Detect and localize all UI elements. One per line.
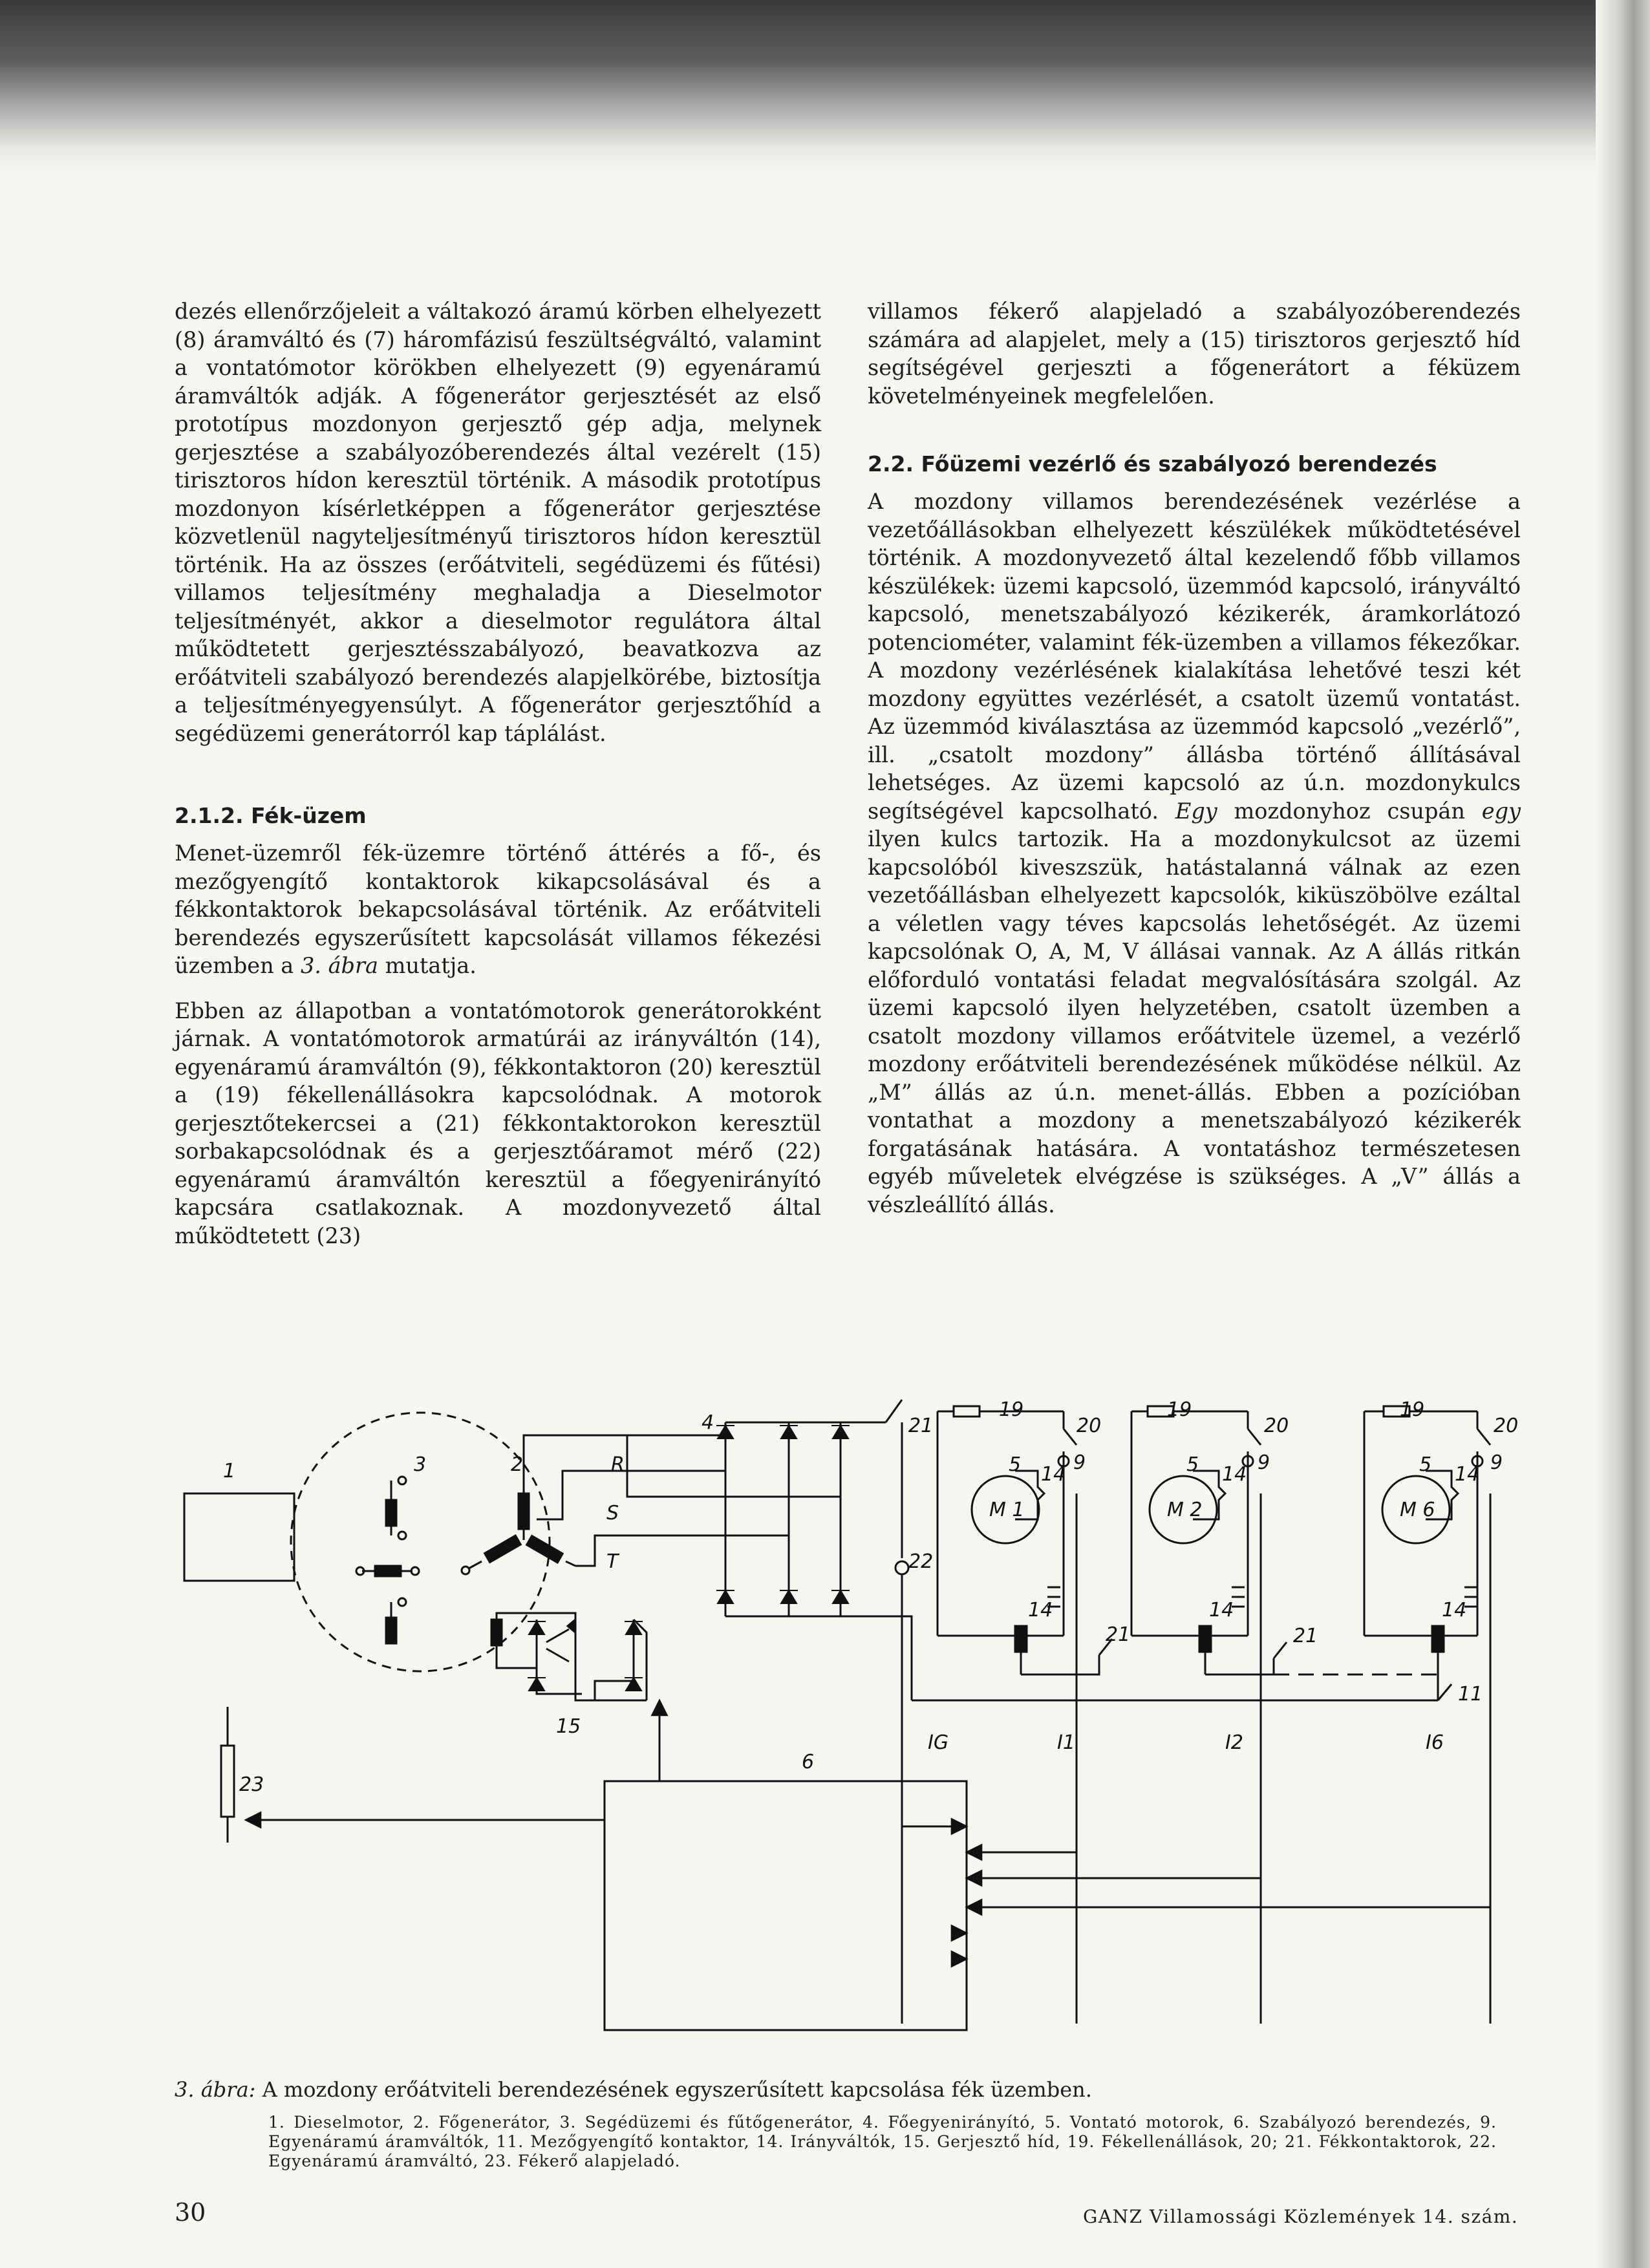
label-14: 14 <box>1222 1463 1247 1486</box>
figure-caption-ref: 3. ábra: <box>175 2077 256 2102</box>
label-4: 4 <box>702 1411 714 1434</box>
label-14: 14 <box>1028 1599 1053 1621</box>
emphasis: Egy <box>1175 798 1217 824</box>
left-column <box>175 297 821 1250</box>
label-20: 20 <box>1494 1415 1519 1437</box>
paragraph: Ebben az állapotban a vontatómotorok generátorokként járnak. A vontatómotorok armatúrái az irányváltón (14), egyenáramú áramváltón (9), fékkontaktoron (20) keresztül a (19) fékellenállásokra kapcsolódnak. A motorok gerjesztőtekercsei a (21) fékkontaktorokon keresztül sorbakapcsolódnak és a gerjesztőáramot mérő (22) egyenáramú áramváltón keresztül a főegyenirányító kapcsára csatlakoznak. A mozdonyvezető által működtetett (23) <box>175 998 821 1248</box>
scan-binding-shadow <box>1596 0 1650 2268</box>
label-23: 23 <box>239 1773 264 1796</box>
figure-caption <box>175 2077 1506 2102</box>
label-ig: IG <box>928 1731 949 1754</box>
label-21: 21 <box>1293 1625 1318 1647</box>
diesel-motor-box <box>184 1493 294 1581</box>
paragraph <box>868 487 1521 1219</box>
right-column <box>868 297 1521 1219</box>
paragraph-text: mozdonyhoz csupán <box>1217 798 1482 824</box>
section-heading-fek-uzem: 2.1.2. Fék-üzem <box>175 803 367 828</box>
running-footer: GANZ Villamossági Közlemények 14. szám. <box>1083 2206 1519 2227</box>
label-i1: I1 <box>1057 1731 1075 1754</box>
label-i6: I6 <box>1426 1731 1444 1754</box>
label-22: 22 <box>908 1550 934 1573</box>
label-19: 19 <box>1400 1398 1425 1421</box>
label-9: 9 <box>1258 1451 1270 1474</box>
label-20: 20 <box>1264 1415 1289 1437</box>
label-19: 19 <box>1167 1398 1192 1421</box>
paragraph <box>175 839 821 980</box>
label-21: 21 <box>908 1415 934 1437</box>
controller-box <box>605 1781 967 2030</box>
section-heading-fouzemi-vezerlo: 2.2. Főüzemi vezérlő és szabályozó berendezés <box>868 451 1437 476</box>
label-5: 5 <box>1009 1453 1022 1476</box>
label-21: 21 <box>1106 1623 1131 1646</box>
circuit-diagram <box>175 1396 1519 2075</box>
label-14: 14 <box>1209 1599 1234 1621</box>
label-6: 6 <box>802 1751 815 1773</box>
label-14: 14 <box>1442 1599 1467 1621</box>
label-15: 15 <box>556 1715 581 1738</box>
page-number: 30 <box>175 2198 206 2227</box>
paragraph: dezés ellenőrzőjeleit a váltakozó áramú körben elhelyezett (8) áramváltó és (7) háromfázisú feszültségváltó, valamint a vontatómotor körökben elhelyezett (9) egyenáramú áramváltók adják. A főgenerátor gerjesztését az első prototípus mozdonyon gerjesztő gép adja, melynek gerjesztése a szabályozóberendezés által vezérelt (15) tirisztoros hídon keresztül történik. A második prototípus mozdonyon kísérletképpen a főgenerátor gerjesztése közvetlenül nagyteljesítményű tirisztoros hídon keresztül történik. Ha az összes (erőátviteli, segédüzemi és fűtési) villamos teljesítmény meghaladja a Dieselmotor teljesítményét, akkor a dieselmotor regulátora által működtetett gerjesztésszabályozó, beavatkozva az erőátviteli szabályozó berendezés alapjelkörébe, biztosítja a teljesítményegyensúlyt. A főgenerátor gerjesztőhíd a segédüzemi generátorról kap táplálást. <box>175 299 821 746</box>
paragraph-text: mutatja. <box>378 953 477 978</box>
label-1: 1 <box>223 1460 236 1482</box>
label-3: 3 <box>414 1453 427 1476</box>
label-20: 20 <box>1077 1415 1102 1437</box>
figure-reference: 3. ábra <box>300 953 378 978</box>
figure-legend: 1. Dieselmotor, 2. Főgenerátor, 3. Segédüzemi és fűtőgenerátor, 4. Főegyenirányító, 5. Vontató motorok, 6. Szabályozó berendezés, 9. Egyenáramú áramváltók, 11. Mezőgyengítő kontaktor, 14. Irányváltók, 15. Gerjesztő híd, 19. Fékellenállások, 20; 21. Fékkontaktorok, 22. Egyenáramú áramváltó, 23. Fékerő alapjeladó. <box>268 2113 1497 2170</box>
label-2: 2 <box>511 1453 524 1476</box>
scan-top-shadow <box>0 0 1650 175</box>
paragraph-text: A mozdony villamos berendezésének vezérlése a vezetőállásokban elhelyezett készülékek működtetésével történik. A mozdonyvezető által kezelendő főbb villamos készülékek: üzemi kapcsoló, üzemmód kapcsoló, irányváltó kapcsoló, menetszabályozó kézikerék, áramkorlátozó potenciométer, valamint fék-üzemben a villamos fékezőkar. A mozdony vezérlésének kialakítása lehetővé teszi két mozdony együttes vezérlését, a csatolt üzemű vontatást. Az üzemmód kiválasztása az üzemmód kapcsoló „vezérlő”, ill. „csatolt mozdony” állásba történő állításával lehetséges. Az üzemi kapcsoló az ú.n. mozdonykulcs segítségével kapcsolható. <box>868 489 1521 824</box>
paragraph: villamos fékerő alapjeladó a szabályozóberendezés számára ad alapjelet, mely a (15) tirisztoros gerjesztő híd segítségével gerjeszti a főgenerátort a féküzem követelményeinek megfelelően. <box>868 299 1521 409</box>
label-5: 5 <box>1186 1453 1199 1476</box>
label-19: 19 <box>999 1398 1024 1421</box>
label-m6: M 6 <box>1400 1499 1435 1521</box>
figure-caption-text: A mozdony erőátviteli berendezésének egyszerűsített kapcsolása fék üzemben. <box>262 2077 1092 2102</box>
paragraph-text: Menet-üzemről fék-üzemre történő áttérés a fő-, és mezőgyengítő kontaktorok kikapcsolásával és a fékkontaktorok bekapcsolásával történik. Az erőátviteli berendezés egyszerűsített kapcsolását villamos fékezési üzemben a <box>175 840 821 978</box>
label-S: S <box>606 1502 619 1524</box>
label-T: T <box>606 1550 619 1573</box>
paragraph-text: ilyen kulcs tartozik. Ha a mozdonykulcsot az üzemi kapcsolóból kiveszszük, hatástalanná válnak az ezen vezetőállásban elhelyezett kapcsolók, kiküszöbölve ezáltal a véletlen vagy téves kapcsolás lehetőségét. Az üzemi kapcsolónak O, A, M, V állásai vannak. Az A állás ritkán előforduló vontatási feladat megvalósítására szolgál. Az üzemi kapcsoló ilyen helyzetében, csatolt üzemben a csatolt mozdony villamos erőátvitele üzemel, a vezérlő mozdony erőátviteli berendezésének működése nélkül. Az „M” állás az ú.n. menet-állás. Ebben a pozícióban vontathat a mozdony a menetszabályozó kézikerék forgatásának hatására. A vontatáshoz természetesen egyéb műveletek elvégzése is szükséges. A „V” állás a vészleállító állás. <box>868 826 1521 1217</box>
label-14: 14 <box>1041 1463 1066 1486</box>
label-14: 14 <box>1455 1463 1480 1486</box>
label-5: 5 <box>1419 1453 1432 1476</box>
label-11: 11 <box>1458 1683 1483 1706</box>
brake-setpoint-potentiometer <box>221 1746 234 1817</box>
label-i2: I2 <box>1225 1731 1243 1754</box>
label-9: 9 <box>1490 1451 1503 1474</box>
label-m1: M 1 <box>989 1499 1025 1521</box>
label-R: R <box>611 1453 625 1476</box>
emphasis: egy <box>1481 798 1521 824</box>
label-m2: M 2 <box>1167 1499 1203 1521</box>
label-9: 9 <box>1073 1451 1086 1474</box>
